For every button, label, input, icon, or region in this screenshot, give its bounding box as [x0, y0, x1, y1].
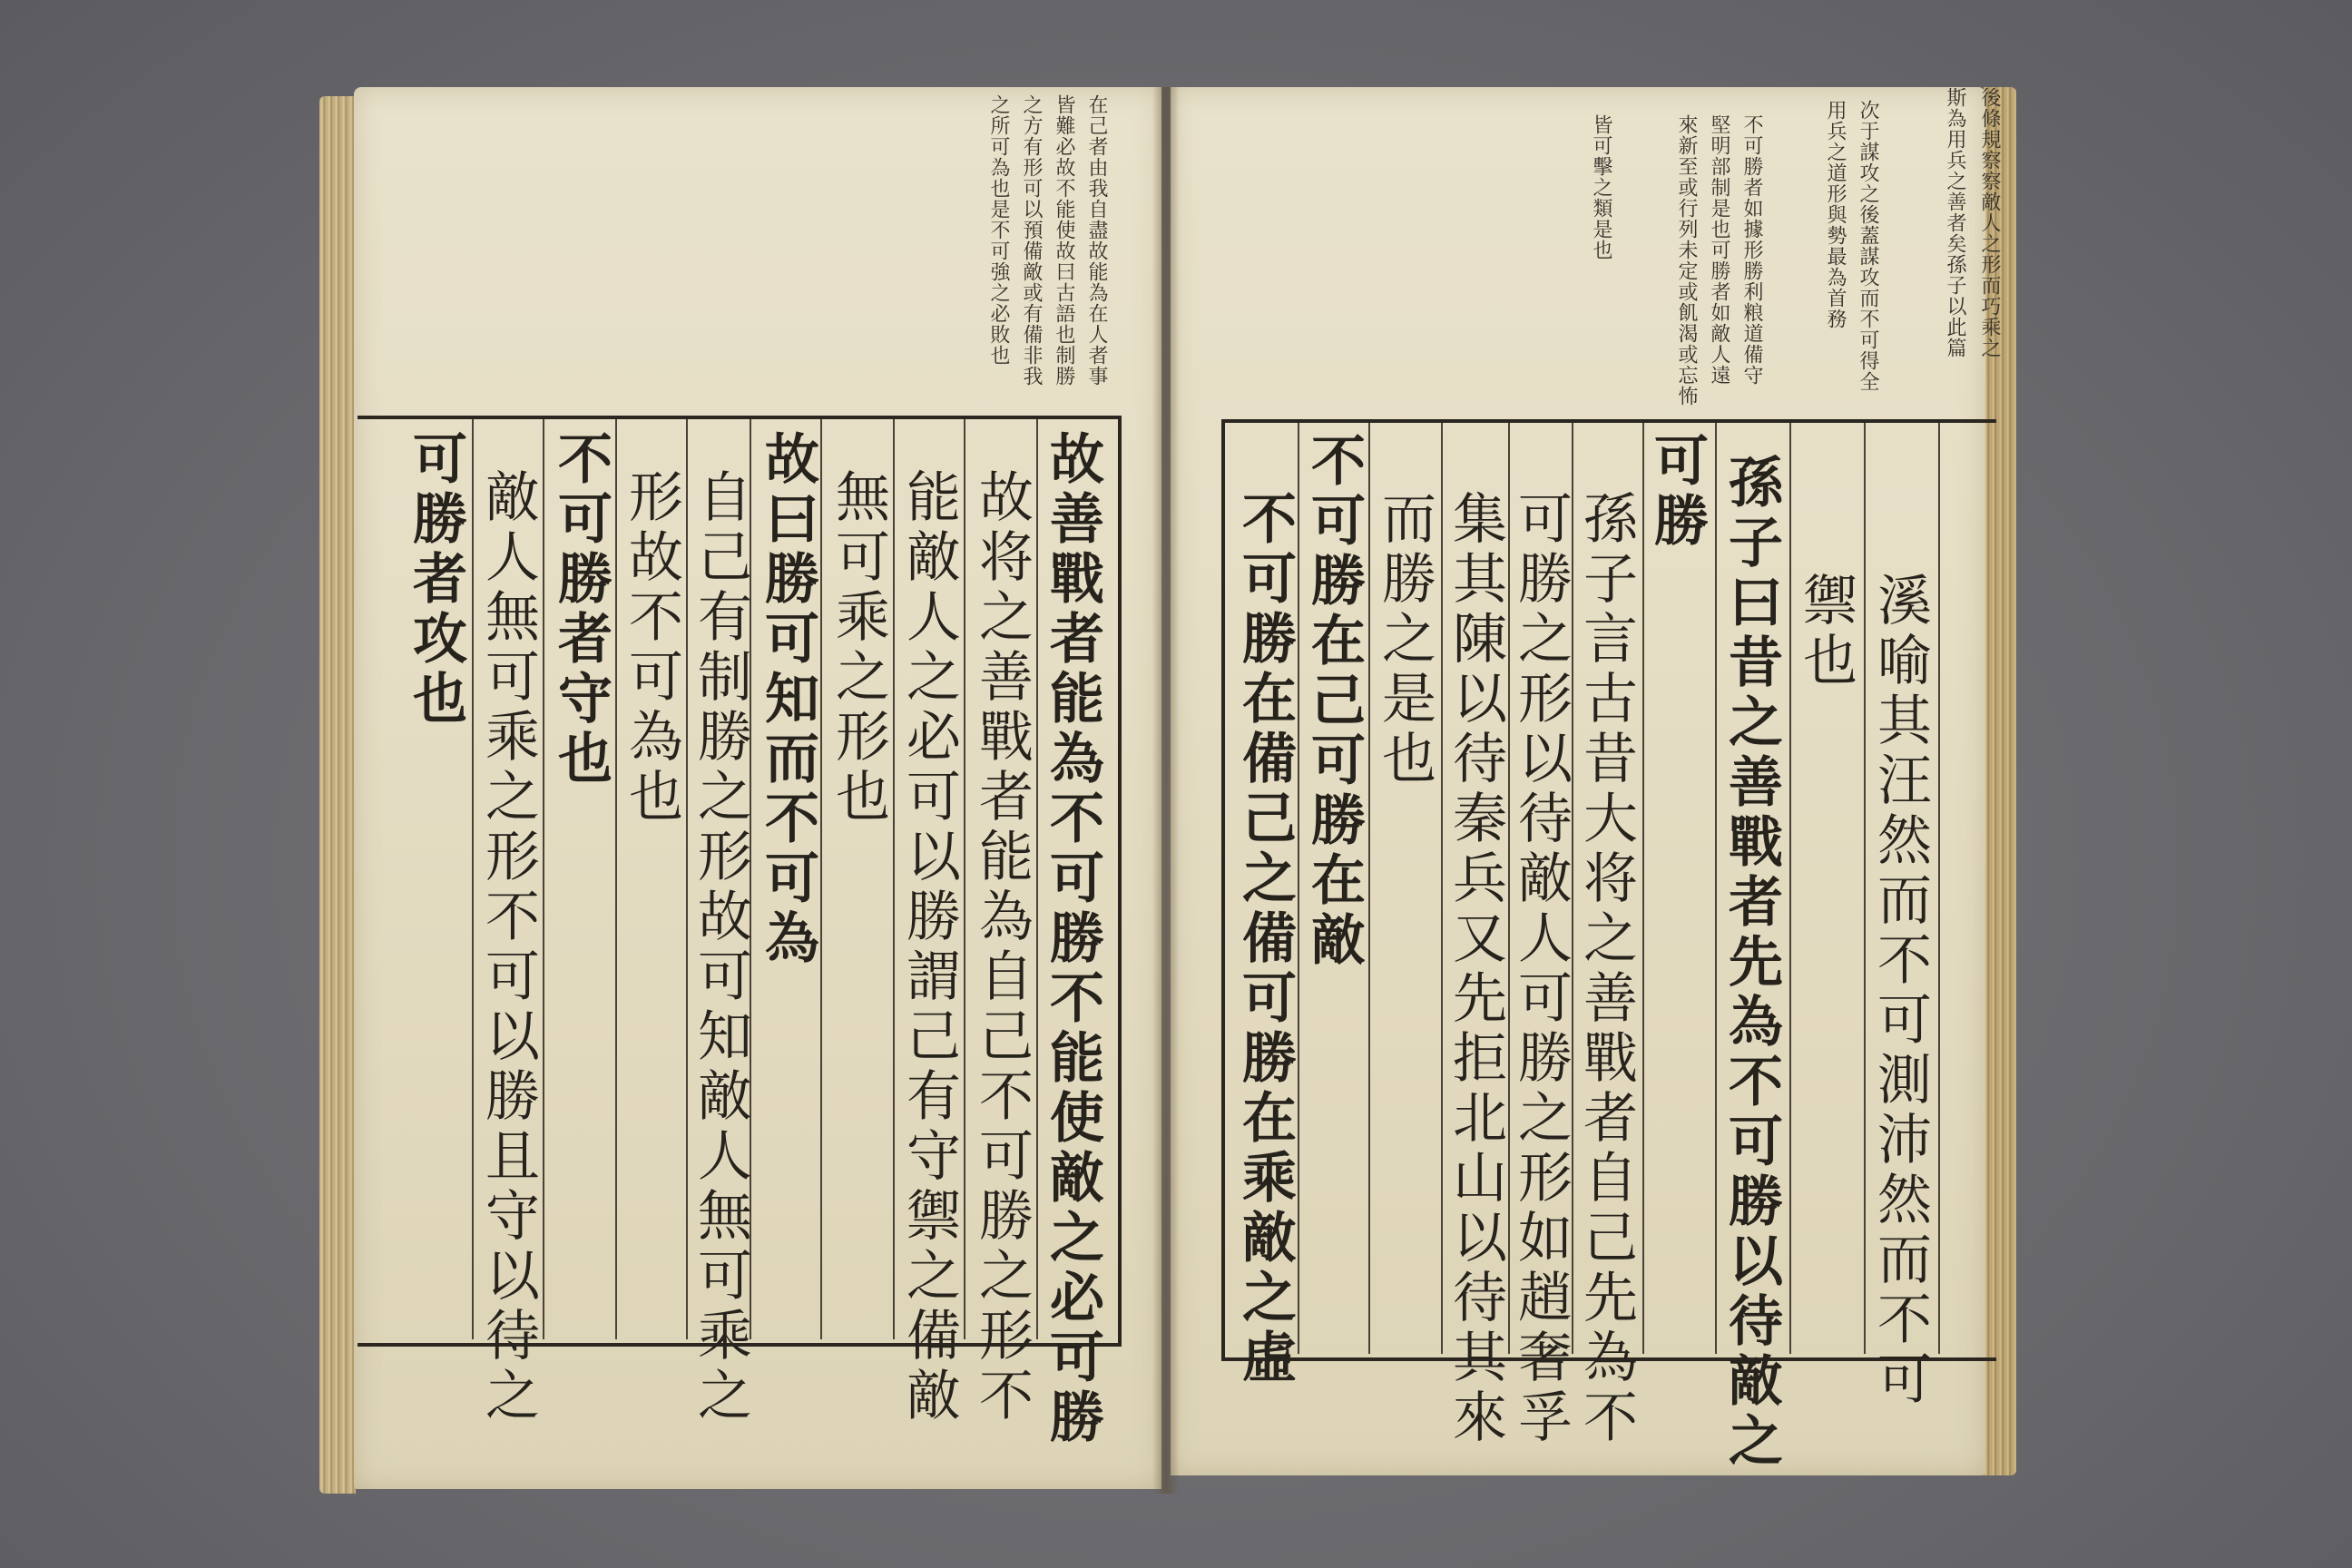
- right-rule-1: [1938, 423, 1940, 1354]
- right-col-1: 溪喻其汪然而不可測沛然而不可: [1868, 572, 1932, 1410]
- left-rule-3: [893, 419, 895, 1339]
- right-rule-10: [1298, 423, 1299, 1354]
- left-col-7: 形故不可為也: [620, 468, 683, 828]
- book-edge-left: [319, 96, 356, 1494]
- right-col-7: 集其陳以待秦兵又先拒北山以待其來: [1444, 490, 1507, 1448]
- left-col-8: 不可勝者守也: [549, 430, 612, 789]
- right-rule-2: [1864, 423, 1866, 1354]
- left-rule-6: [686, 419, 688, 1339]
- left-col-9: 敵人無可乘之形不可以勝且守以待之: [476, 468, 540, 1426]
- right-note-2: 斯為用兵之善者矣孫子以此篇: [1944, 87, 1966, 358]
- right-col-8: 而勝之是也: [1373, 490, 1436, 789]
- left-rule-7: [615, 419, 617, 1339]
- right-rule-9: [1368, 423, 1370, 1354]
- left-col-6: 自己有制勝之形故可知敵人無可乘之: [689, 468, 752, 1426]
- left-note-4: 之所可為也是不可強之必敗也: [987, 94, 1010, 366]
- left-col-4: 無可乘之形也: [827, 468, 890, 828]
- right-col-4: 可勝: [1645, 432, 1709, 552]
- left-rule-9: [472, 419, 474, 1339]
- left-col-10: 可勝者攻也: [404, 430, 467, 730]
- right-note-8: 皆可擊之類是也: [1590, 114, 1612, 260]
- left-col-5: 故曰勝可知而不可為: [756, 430, 819, 969]
- right-rule-3: [1789, 423, 1791, 1354]
- right-note-7: 來新至或行列未定或飢渴或忘怖: [1675, 114, 1698, 407]
- right-col-6: 可勝之形以待敵人可勝之形如趙奢孚: [1509, 490, 1573, 1448]
- left-rule-1: [1036, 419, 1038, 1339]
- left-note-3: 之方有形可以預備敵或有備非我: [1020, 94, 1043, 387]
- left-rule-4: [820, 419, 822, 1339]
- left-note-2: 皆難必故不能使故曰古語也制勝: [1053, 94, 1075, 387]
- right-col-2: 禦也: [1794, 572, 1857, 691]
- left-col-3: 能敵人之必可以勝謂己有守禦之備敵: [897, 468, 961, 1426]
- left-col-2: 故将之善戰者能為自己不可勝之形不: [970, 468, 1034, 1426]
- left-col-1: 故善戰者能為不可勝不能使敵之必可勝: [1041, 430, 1104, 1448]
- right-note-1: 後條規察察敵人之形而巧乘之: [1978, 87, 2001, 358]
- right-col-10: 不可勝在備己之備可勝在乘敵之虛: [1233, 490, 1297, 1388]
- right-col-9: 不可勝在己可勝在敵: [1302, 432, 1366, 971]
- left-note-1: 在己者由我自盡故能為在人者事: [1085, 94, 1108, 387]
- right-note-5: 不可勝者如據形勝利粮道備守: [1740, 114, 1763, 386]
- book-gutter: [1152, 87, 1180, 1494]
- right-col-5: 孫子言古昔大将之善戰者自己先為不: [1574, 490, 1638, 1448]
- right-rule-4: [1715, 423, 1717, 1354]
- right-rule-8: [1441, 423, 1443, 1354]
- left-rule-8: [543, 419, 544, 1339]
- right-col-3: 孫子曰昔之善戰者先為不可勝以待敵之: [1720, 454, 1783, 1472]
- left-rule-2: [964, 419, 965, 1339]
- right-note-3: 次于謀攻之後蓋謀攻而不可得全: [1857, 100, 1879, 392]
- right-rule-5: [1642, 423, 1644, 1354]
- right-note-6: 堅明部制是也可勝者如敵人遠: [1708, 114, 1730, 386]
- right-note-4: 用兵之道形與勢最為首務: [1824, 100, 1847, 329]
